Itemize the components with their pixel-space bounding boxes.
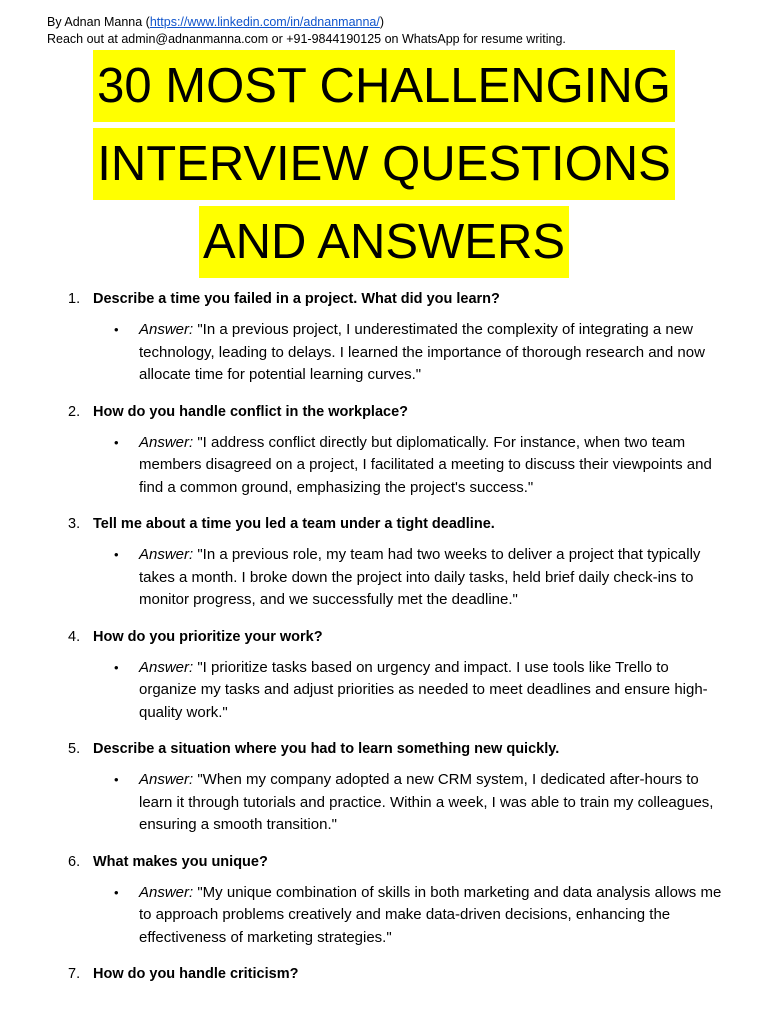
answer-body: "In a previous role, my team had two weeks to deliver a project that typically takes a month. I broke down the project into daily tasks, held brief daily check-ins to monitor progress, and we successfully met the deadline." xyxy=(139,546,701,608)
answer-label: Answer: xyxy=(139,433,194,451)
bullet-icon: • xyxy=(114,884,119,900)
question-text: How do you handle conflict in the workplace? xyxy=(93,403,408,420)
question-text: Tell me about a time you led a team under a tight deadline. xyxy=(93,516,495,532)
answer-text xyxy=(139,882,728,950)
answer-label: Answer: xyxy=(139,546,194,563)
title-line-2: INTERVIEW QUESTIONS xyxy=(93,128,675,200)
answer-label: Answer: xyxy=(139,883,194,901)
answer-body: "When my company adopted a new CRM system, I dedicated after-hours to learn it through tutorials and practice. Within a week, I was able to train my colleagues, ensuring a smooth transition." xyxy=(139,771,714,833)
answer-text xyxy=(139,657,728,725)
question-number: 1. xyxy=(68,291,81,307)
answer-text xyxy=(139,769,728,837)
bullet-icon: • xyxy=(114,322,119,337)
bullet-icon: • xyxy=(114,659,119,675)
answer-text xyxy=(139,319,728,387)
contact-line: Reach out at admin@adnanmanna.com or +91-9844190125 on WhatsApp for resume writing. xyxy=(47,32,566,46)
answer-body: "In a previous project, I underestimated the complexity of integrating a new technology, leading to delays. I learned the importance of thorough research and now allocate time for potential learning curves." xyxy=(139,321,705,383)
answer-row xyxy=(114,319,728,387)
answer-body: "I address conflict directly but diplomatically. For instance, when two team members disagreed on a project, I facilitated a meeting to discuss their viewpoints and find a common ground, emphasizing the project's success." xyxy=(139,433,712,496)
page-title xyxy=(0,50,768,284)
answer-label: Answer: xyxy=(139,771,194,788)
question-number: 2. xyxy=(68,403,81,420)
author-prefix: By Adnan Manna ( xyxy=(47,15,150,29)
author-header xyxy=(47,14,566,48)
question-item xyxy=(68,513,728,612)
question-number: 5. xyxy=(68,741,81,757)
question-row xyxy=(68,513,728,535)
answer-row xyxy=(114,657,728,725)
question-item xyxy=(68,626,728,725)
answer-label: Answer: xyxy=(139,658,194,676)
bullet-icon: • xyxy=(114,547,119,562)
bullet-icon: • xyxy=(114,434,119,450)
question-text: What makes you unique? xyxy=(93,853,268,870)
answer-body: "I prioritize tasks based on urgency and impact. I use tools like Trello to organize my tasks and adjust priorities as needed to meet deadlines and ensure high-quality work." xyxy=(139,658,708,721)
question-item xyxy=(68,288,728,387)
question-number: 3. xyxy=(68,516,81,532)
question-number: 4. xyxy=(68,628,81,645)
bullet-icon: • xyxy=(114,772,119,787)
question-item xyxy=(68,401,728,500)
question-item xyxy=(68,851,728,950)
title-line-1: 30 MOST CHALLENGING xyxy=(93,50,675,122)
question-text: Describe a situation where you had to learn something new quickly. xyxy=(93,741,560,757)
answer-body: "My unique combination of skills in both marketing and data analysis allows me to approach problems creatively and make data-driven decisions, enhancing the effectiveness of marketing strategies." xyxy=(139,883,722,946)
author-suffix: ) xyxy=(379,15,385,29)
answer-text xyxy=(139,544,728,612)
question-row xyxy=(68,626,728,648)
linkedin-link[interactable]: https://www.linkedin.com/in/adnanmanna/ xyxy=(149,15,380,29)
title-line-3: AND ANSWERS xyxy=(199,206,569,278)
answer-label: Answer: xyxy=(139,321,194,338)
question-text: Describe a time you failed in a project. What did you learn? xyxy=(93,291,500,307)
answer-row xyxy=(114,882,728,950)
question-text: How do you prioritize your work? xyxy=(93,628,323,645)
question-list xyxy=(68,288,728,999)
question-row xyxy=(68,851,728,873)
answer-row xyxy=(114,544,728,612)
answer-text xyxy=(139,432,728,500)
question-item xyxy=(68,738,728,837)
author-line xyxy=(47,14,566,31)
question-row xyxy=(68,288,728,310)
question-row xyxy=(68,963,728,985)
answer-row xyxy=(114,769,728,837)
question-text: How do you handle criticism? xyxy=(93,966,299,982)
question-row xyxy=(68,401,728,423)
answer-row xyxy=(114,432,728,500)
question-number: 7. xyxy=(68,966,81,982)
question-item xyxy=(68,963,728,985)
question-number: 6. xyxy=(68,853,81,870)
question-row xyxy=(68,738,728,760)
